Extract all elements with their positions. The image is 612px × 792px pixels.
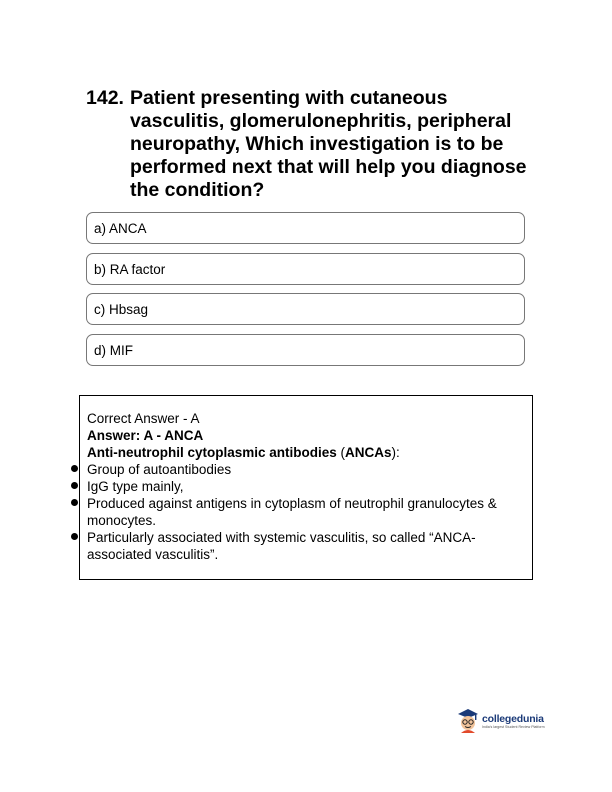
option-d-label: d) MIF: [94, 342, 133, 358]
definition-line: [87, 444, 532, 461]
bullet-icon: [71, 482, 78, 489]
option-b-label: b) RA factor: [94, 261, 166, 277]
list-item: [87, 461, 532, 478]
collegedunia-logo: [456, 706, 566, 736]
question-number: 142.: [86, 87, 124, 109]
question-text: Patient presenting with cutaneous vasculitis, glomerulonephritis, peripheral neuropathy, Which investigation is to be performed next that will help you diagnose the condition?: [129, 87, 527, 201]
bullet-icon: [71, 499, 78, 506]
graduate-mascot-icon: [456, 708, 480, 734]
answer-line: Answer: A - ANCA: [87, 428, 204, 443]
option-d[interactable]: [86, 334, 525, 366]
option-c-label: c) Hbsag: [94, 301, 149, 317]
list-item-text: Particularly associated with systemic vasculitis, so called “ANCA-associated vasculitis”.: [87, 530, 476, 562]
bullet-icon: [71, 533, 78, 540]
question: [86, 87, 536, 202]
list-item-text: Produced against antigens in cytoplasm of neutrophil granulocytes & monocytes.: [87, 496, 497, 528]
option-b[interactable]: [86, 253, 525, 285]
list-item: [87, 495, 532, 529]
definition-abbr: ANCAs: [345, 445, 392, 460]
logo-name: collegedunia: [482, 712, 544, 725]
correct-answer-line: Correct Answer - A: [87, 411, 200, 426]
bullet-list: [87, 461, 532, 563]
option-c[interactable]: [86, 293, 525, 325]
list-item: [87, 529, 532, 563]
list-item: [87, 478, 532, 495]
option-a-label: a) ANCA: [94, 220, 147, 236]
logo-tagline: India's largest Student Review Platform: [482, 724, 545, 729]
option-a[interactable]: [86, 212, 525, 244]
answer-explanation: [87, 410, 532, 563]
definition-paren-open: (: [336, 445, 346, 460]
list-item-text: Group of autoantibodies: [87, 462, 232, 477]
list-item-text: IgG type mainly,: [87, 479, 184, 494]
definition-paren-close: ):: [391, 445, 400, 460]
definition-term: Anti-neutrophil cytoplasmic antibodies: [87, 445, 337, 460]
bullet-icon: [71, 465, 78, 472]
